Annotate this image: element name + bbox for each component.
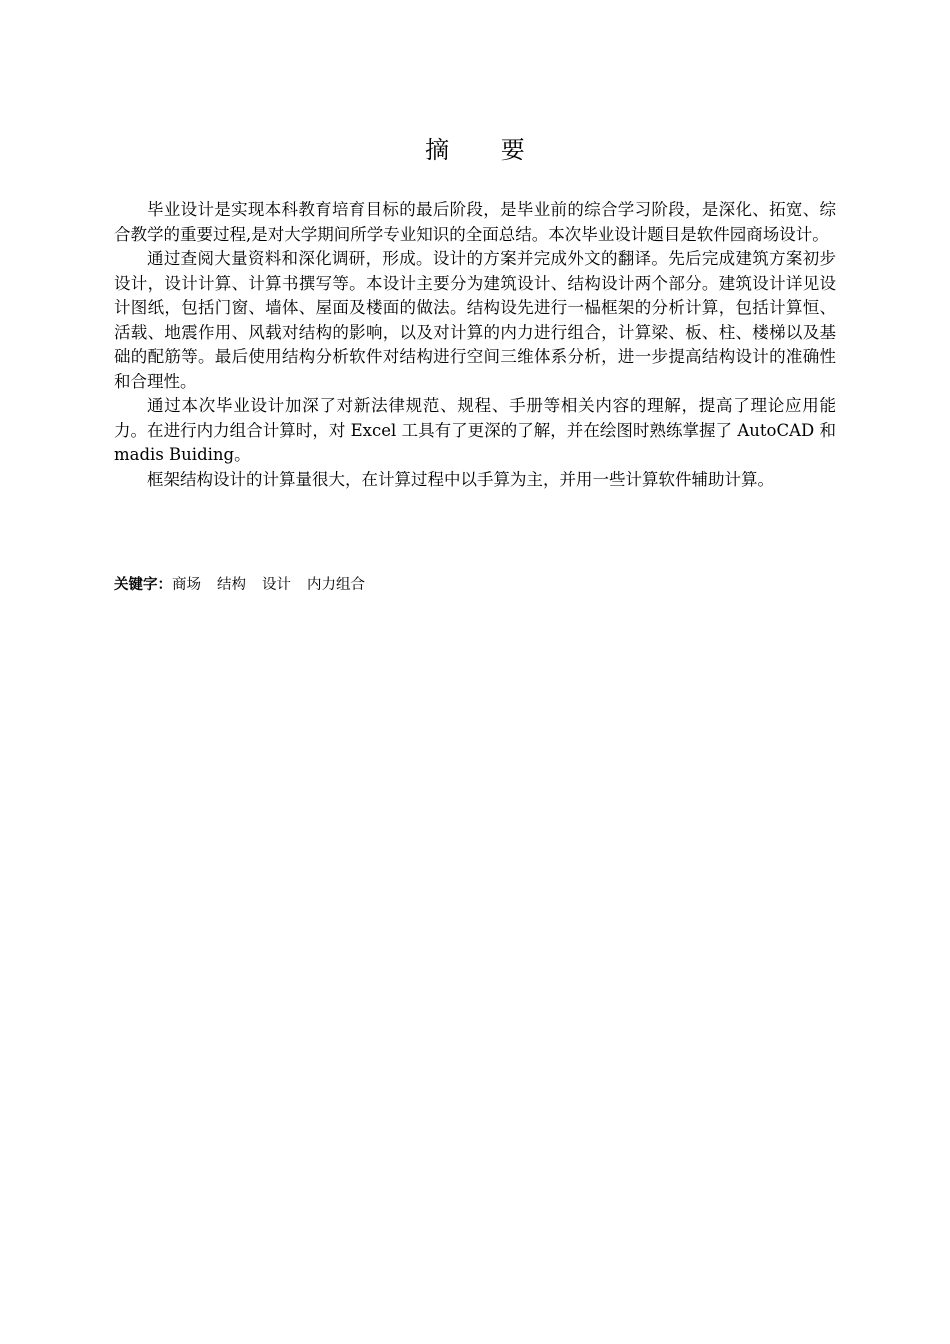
keywords-line — [114, 574, 836, 596]
abstract-paragraph-4: 框架结构设计的计算量很大，在计算过程中以手算为主，并用一些计算软件辅助计算。 — [147, 469, 774, 489]
keyword-item: 结构 — [217, 577, 246, 593]
keyword-item: 内力组合 — [307, 577, 365, 593]
keywords-label: 关键字： — [114, 577, 172, 593]
abstract-body — [114, 198, 836, 492]
abstract-paragraph-2: 通过查阅大量资料和深化调研，形成。设计的方案并完成外文的翻译。先后完成建筑方案初步设计，设计计算、计算书撰写等。本设计主要分为建筑设计、结构设计两个部分。建筑设计详见设计图纸，包括门窗、墙体、屋面及楼面的做法。结构设先进行一榀框架的分析计算，包括计算恒、活载、地震作用、风载对结构的影响，以及对计算的内力进行组合，计算梁、板、柱、楼梯以及基础的配筋等。最后使用结构分析软件对结构进行空间三维体系分析，进一步提高结构设计的准确性和合理性。 — [114, 249, 836, 391]
page-title: 摘 要 — [425, 136, 547, 164]
abstract-paragraph-3: 通过本次毕业设计加深了对新法律规范、规程、手册等相关内容的理解，提高了理论应用能力。在进行内力组合计算时，对 Excel 工具有了更深的了解，并在绘图时熟练掌握了 AutoCAD 和 madis Buiding。 — [114, 396, 836, 464]
keyword-item: 设计 — [262, 577, 291, 593]
abstract-paragraph-1: 毕业设计是实现本科教育培育目标的最后阶段，是毕业前的综合学习阶段，是深化、拓宽、综合教学的重要过程,是对大学期间所学专业知识的全面总结。本次毕业设计题目是软件园商场设计。 — [114, 200, 836, 244]
keyword-item: 商场 — [172, 577, 201, 593]
